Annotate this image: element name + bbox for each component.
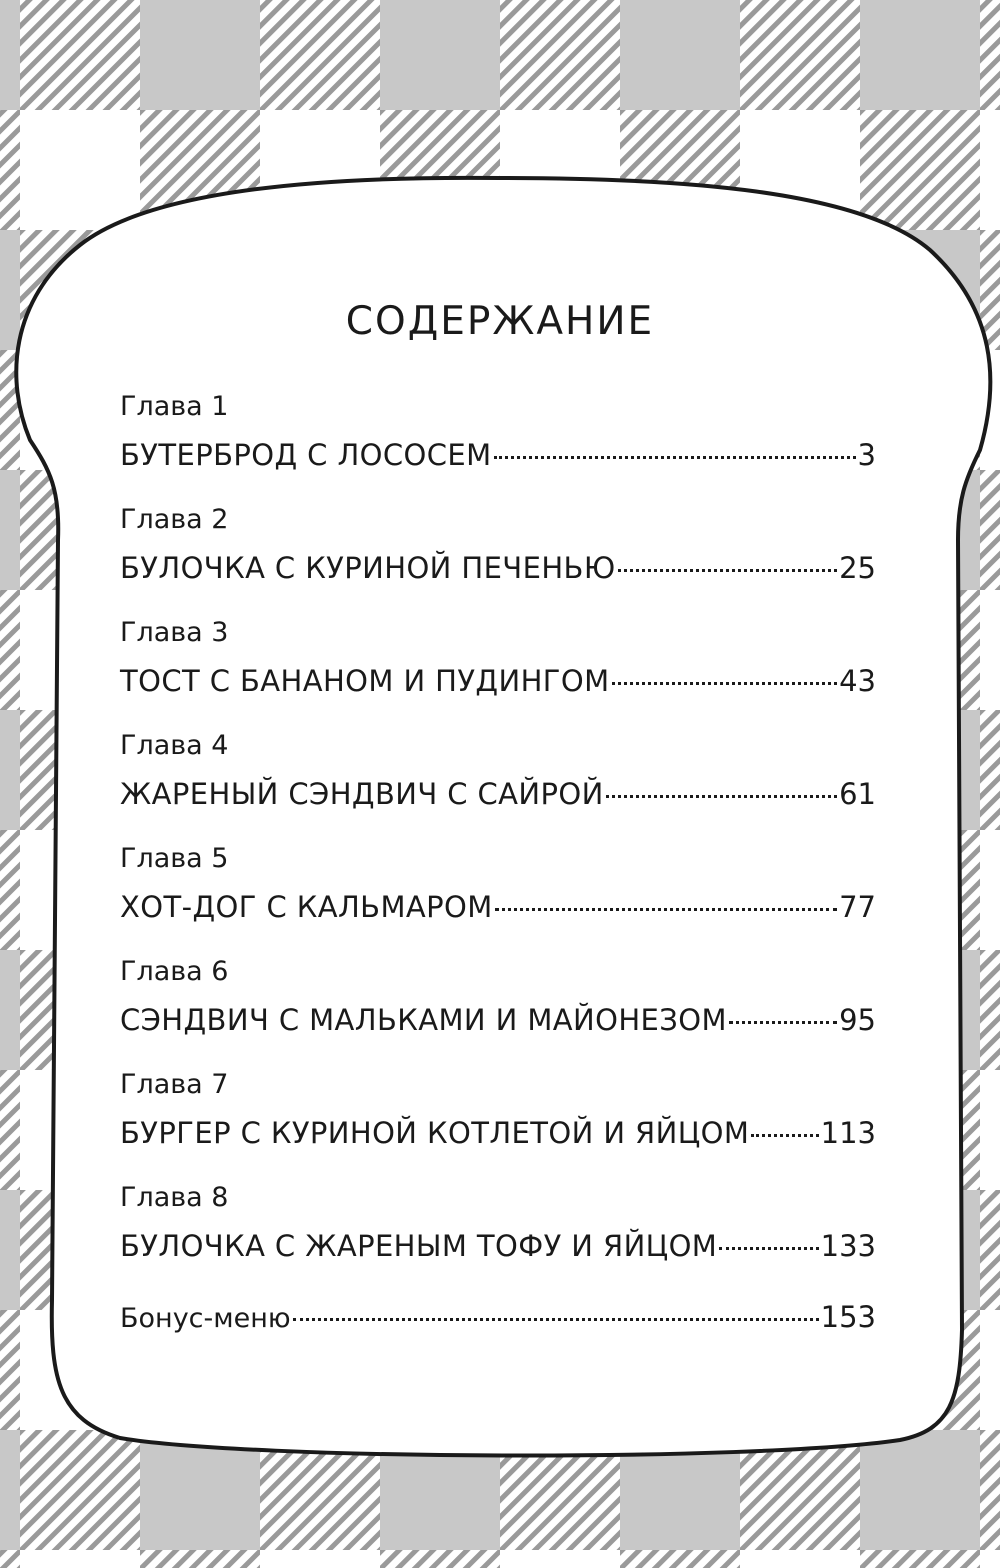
dot-leader <box>618 566 838 572</box>
toc-chapter-3[interactable] <box>120 611 876 724</box>
dot-leader <box>495 905 837 911</box>
toc-chapter-2[interactable] <box>120 498 876 611</box>
page-number: 61 <box>839 777 876 811</box>
page-number: 77 <box>839 890 876 924</box>
chapter-label: Глава 3 <box>120 617 229 648</box>
chapter-title: СЭНДВИЧ С МАЛЬКАМИ И МАЙОНЕЗОМ <box>120 1003 727 1037</box>
page-number: 153 <box>820 1300 876 1334</box>
table-of-contents <box>120 385 876 1343</box>
page-number: 133 <box>820 1229 876 1263</box>
chapter-title: БУРГЕР С КУРИНОЙ КОТЛЕТОЙ И ЯЙЦОМ <box>120 1116 750 1150</box>
page-number: 25 <box>839 551 876 585</box>
dot-leader <box>612 679 838 685</box>
chapter-label: Глава 1 <box>120 391 229 422</box>
chapter-title: ЖАРЕНЫЙ СЭНДВИЧ С САЙРОЙ <box>120 777 604 811</box>
toc-chapter-8[interactable] <box>120 1176 876 1289</box>
chapter-label: Глава 6 <box>120 956 229 987</box>
chapter-title: БУЛОЧКА С ЖАРЕНЫМ ТОФУ И ЯЙЦОМ <box>120 1229 718 1263</box>
page-number: 95 <box>839 1003 876 1037</box>
page-number: 113 <box>820 1116 876 1150</box>
dot-leader <box>729 1018 837 1024</box>
toc-chapter-6[interactable] <box>120 950 876 1063</box>
chapter-label: Глава 5 <box>120 843 229 874</box>
toc-chapter-1[interactable] <box>120 385 876 498</box>
toc-bonus-menu[interactable] <box>120 1291 876 1343</box>
toc-chapter-4[interactable] <box>120 724 876 837</box>
chapter-label: Глава 2 <box>120 504 229 535</box>
page-title: СОДЕРЖАНИЕ <box>345 299 655 344</box>
toc-chapter-7[interactable] <box>120 1063 876 1176</box>
dot-leader <box>494 453 856 459</box>
chapter-title: БУТЕРБРОД С ЛОСОСЕМ <box>120 438 492 472</box>
dot-leader <box>606 792 837 798</box>
chapter-label: Глава 8 <box>120 1182 229 1213</box>
dot-leader <box>719 1244 818 1250</box>
dot-leader <box>293 1315 819 1321</box>
chapter-title: БУЛОЧКА С КУРИНОЙ ПЕЧЕНЬЮ <box>120 551 616 585</box>
bonus-title: Бонус-меню <box>120 1303 291 1334</box>
toc-chapter-5[interactable] <box>120 837 876 950</box>
page-number: 3 <box>857 438 876 472</box>
chapter-label: Глава 7 <box>120 1069 229 1100</box>
chapter-title: ХОТ-ДОГ С КАЛЬМАРОМ <box>120 890 493 924</box>
chapter-label: Глава 4 <box>120 730 229 761</box>
chapter-title: ТОСТ С БАНАНОМ И ПУДИНГОМ <box>120 664 610 698</box>
page-number: 43 <box>839 664 876 698</box>
dot-leader <box>751 1131 818 1137</box>
